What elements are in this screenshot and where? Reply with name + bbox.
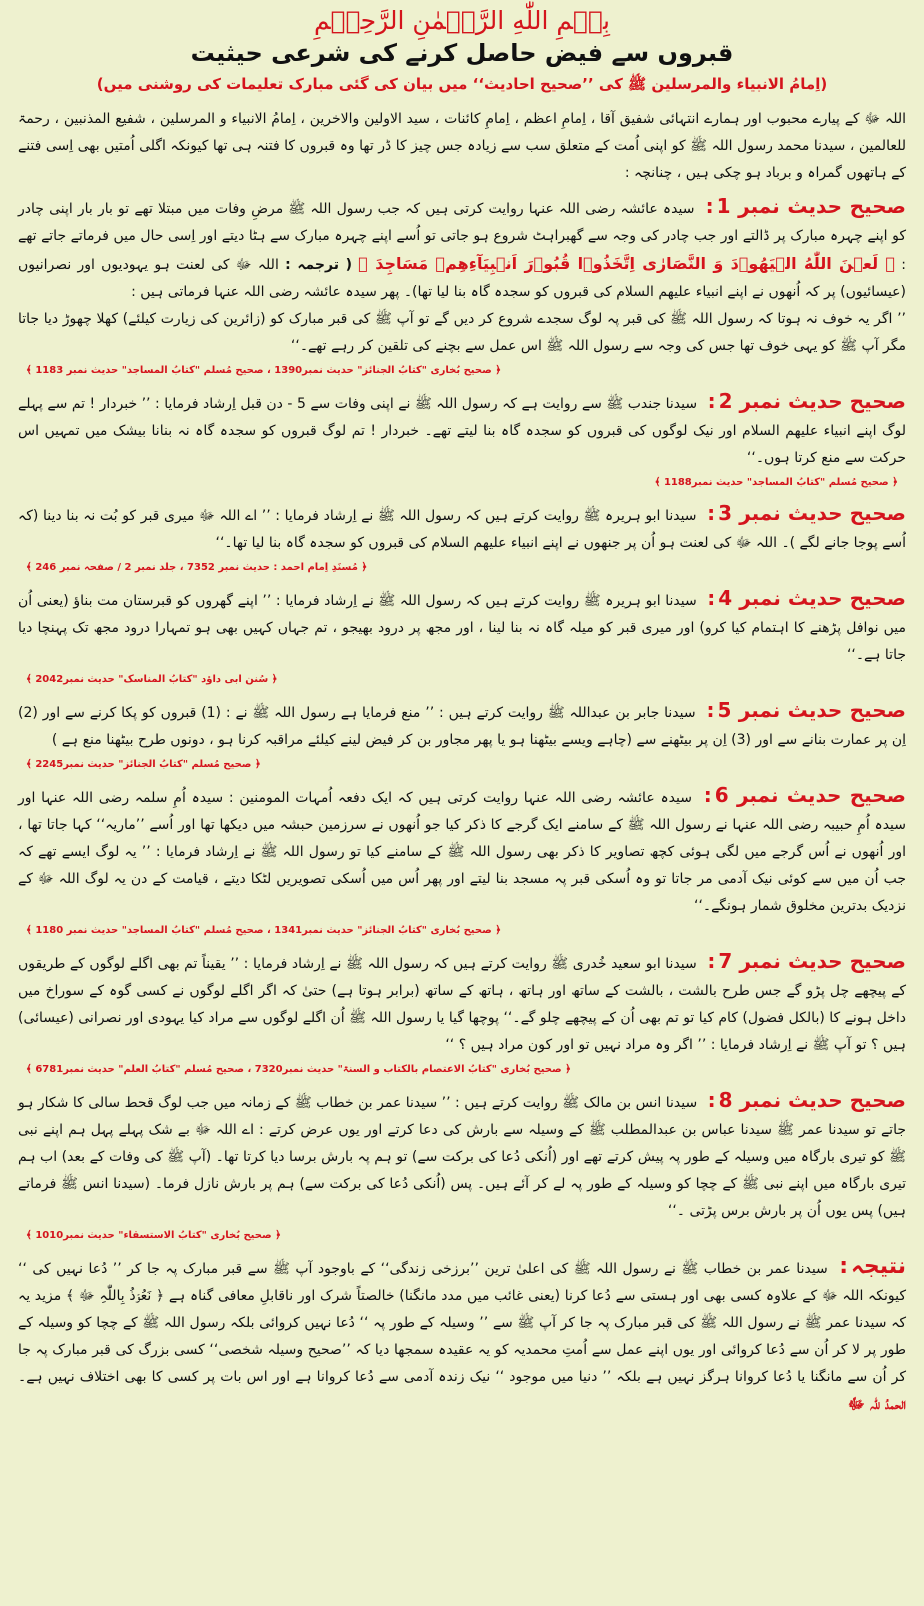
hadith-1 <box>18 193 906 382</box>
hadith-4 <box>18 585 906 691</box>
hadith-heading: صحیح حدیث نمبر 2: <box>707 389 906 413</box>
hadith-reference: ﴿ صحیح بُخاری "کتابُ الاستسقاء" حدیث نمبر1010 ﴾ <box>26 1230 281 1241</box>
translation-label: ( ترجمہ : <box>285 257 353 273</box>
hadith-extra: ’’ اگر یہ خوف نہ ہوتا کہ رسول اللہ ﷺ کی قبر پہ لوگ سجدے شروع کر دیں گے تو آپ ﷺ کی قبر مبارک کو (زائرین کی زیارت کیلئے) کھلا چھوڑ دیا جاتا مگر آپ ﷺ کو یہی خوف تھا جس کی وجہ سے رسول اللہ ﷺ اس عمل سے بچنے کی تلقین کر رہے تھے۔‘‘ <box>18 311 906 354</box>
hadith-8 <box>18 1087 906 1247</box>
hadith-6 <box>18 782 906 942</box>
hadith-reference: ﴿ صحیح مُسلم "کتابُ الجنائز" حدیث نمبر2245 ﴾ <box>26 759 261 770</box>
hadith-reference: ﴿ صحیح بُخاری "کتابُ الجنائز" حدیث نمبر1390 ، صحیح مُسلم "کتابُ المساجد" حدیث نمبر 1183 ﴾ <box>26 365 502 376</box>
result-text: نتیجہ: سیدنا عمر بن خطاب ﷺ نے رسول اللہ ﷺ کی اعلیٰ ترین ’’برزخی زندگی‘‘ کے باوجود آپ ﷺ سے قبر مبارک پہ جا کر ’’ دُعا نہیں کی ‘‘ کیونکہ اللہ ﷻ کے علاوہ کسی بھی اور ہستی سے دُعا کرنا (یعنی غائب میں مدد مانگنا) خالصتاً شرک اور ناقابلِ معافی گناہ ہے ﴿ نَعُوۡذُ بِاللّٰہِ ﷻ ﴾ مزید یہ کہ سیدنا عمر ﷺ نے رسول اللہ ﷺ کی قبر مبارک پہ جا کر آپ ﷺ سے ’’ وسیلہ کے طور پہ ‘‘ دُعا نہیں کروائی بلکہ رسول اللہ ﷺ کے چچا کو وسیلہ کے طور پر لا کر اُن سے دُعا کروائی اور یوں اپنے عمل سے اُمتِ محمدیہ کو یہ عقیدہ سمجھا دیا کہ ’’صحیح وسیلہ شخصی‘‘ کسی بزرگ کی قبر مبارک پہ جا کر اُن سے مانگنا یا دُعا کروانا ہرگز نہیں ہے بلکہ ’’ دنیا میں موجود ‘‘ نیک زندہ آدمی سے دُعا کروانا ہے اور اس بات پر کسی کا بھی اختلاف نہیں ہے۔ الحمدُ للّٰہ ﷻ <box>18 1254 906 1413</box>
hadith-heading: صحیح حدیث نمبر 6: <box>703 783 907 807</box>
hadith-heading: صحیح حدیث نمبر 7: <box>707 949 906 973</box>
page-title: قبروں سے فیض حاصل کرنے کی شرعی حیثیت <box>190 39 734 67</box>
hadith-text: صحیح حدیث نمبر 3: سیدنا ابو ہریرہ ﷺ روایت کرتے ہیں کہ رسول اللہ ﷺ نے اِرشاد فرمایا : ’’ اے اللہ ﷻ میری قبر کو بُت نہ بنا دینا (کہ اُسے پوجا جانے لگے )۔ اللہ ﷻ کی لعنت ہو اُن پر جنھوں نے اپنے انبیاء علیھم السلام کی قبروں کو سجدہ گاہ بنا لیا تھا۔‘‘ <box>18 501 906 551</box>
basmala: بِسۡمِ اللّٰهِ الرَّحۡمٰنِ الرَّحِيۡمِ <box>314 6 610 35</box>
hadith-text: صحیح حدیث نمبر 6: سیدہ عائشہ رضی اللہ عنہا روایت کرتی ہیں کہ ایک دفعہ اُمہات المومنین : سیدہ اُمِ سلمہ رضی اللہ عنہا اور سیدہ اُمِ حبیبہ رضی اللہ عنہا نے رسول اللہ ﷺ کے سامنے ایک گرجے کا ذکر کیا جو اُنھوں نے سرزمین حبشہ میں دیکھا تھا اور اُسے ’’ماریہ‘‘ کہا جاتا تھا ، اور اُنھوں نے اُس گرجے میں لگی ہوئی کچھ تصاویر کا ذکر بھی رسول اللہ ﷺ کے سامنے کیا تو رسول اللہ ﷺ نے اِرشاد فرمایا : ’’ یہ لوگ ایسے تھے کہ جب اُن میں سے کوئی نیک آدمی مر جاتا تو وہ اُسکی قبر پہ مسجد بنا لیتے اور پھر اُس میں اُسکی تصویریں لٹکا دیتے ، قیامت کے دن یہ لوگ اللہ ﷻ کے نزدیک بدترین مخلوق شمار ہونگے۔‘‘ <box>18 783 907 914</box>
hadith-heading: صحیح حدیث نمبر 1: <box>705 194 906 218</box>
hadith-heading: صحیح حدیث نمبر 4: <box>707 586 907 610</box>
hadith-2 <box>18 388 906 494</box>
hadith-heading: صحیح حدیث نمبر 8: <box>707 1088 906 1112</box>
intro-paragraph: اللہ ﷻ کے پیارے محبوب اور ہمارے انتہائی شفیق آقا ، اِمامِ اعظم ، اِمامِ کائنات ، سید الاولین والاخرین ، اِمامُ الانبیاء و المرسلین ، شفیع المذنبین ، رحمۃ للعالمین ، سیدنا محمد رسول اللہ ﷺ کو اپنی اُمت کے متعلق سب سے زیادہ جس چیز کا ڈر تھا وہ قبروں کا فتنہ ہی تھا کیونکہ اگلی اُمتیں بھی اِسی فتنے کے ہاتھوں گمراہ و برباد ہو چکی ہیں ، چنانچہ : <box>18 111 906 181</box>
hadith-text: صحیح حدیث نمبر 7: سیدنا ابو سعید خُدری ﷺ روایت کرتے ہیں کہ رسول اللہ ﷺ نے اِرشاد فرمایا : ’’ یقیناً تم بھی اگلے لوگوں کے طریقوں کے پیچھے چل پڑو گے جس طرح بالشت ، بالشت کے ساتھ اور ہاتھ ، ہاتھ کے ساتھ (برابر ہوتا ہے) حتیٰ کہ اگر اگلے لوگوں نے کسی گوہ کے سوراخ میں داخل ہونے کا (بالکل فضول) کام کیا تو تم بھی اُن کے پیچھے چلو گے۔‘‘ پوچھا گیا یا رسول اللہ ﷺ اُن اگلے لوگوں سے مراد کیا یہودی اور نصرانی (عیسائی) ہیں ؟ تو آپ ﷺ نے اِرشاد فرمایا : ’’ اگر وہ مراد نہیں تو اور کون مراد ہیں ؟ ‘‘ <box>17 949 906 1053</box>
translation-text: اللہ ﷻ کی لعنت ہو یہودیوں اور نصرانیوں (عیسائیوں) پر کہ اُنھوں نے اپنے انبیاء علیھم السلام کی قبروں کو سجدہ گاہ بنا لیا تھا)۔ پھر سیدہ عائشہ رضی اللہ عنہا فرماتی ہیں : <box>18 257 906 300</box>
hadith-reference: ﴿ صحیح بُخاری "کتابُ الاعتصام بالکتاب و السنۃ" حدیث نمبر7320 ، صحیح مُسلم "کتابُ العلم" حدیث نمبر6781 ﴾ <box>26 1064 572 1075</box>
hadith-3 <box>18 500 906 579</box>
hadith-text: صحیح حدیث نمبر 1: سیدہ عائشہ رضی اللہ عنہا روایت کرتی ہیں کہ جب رسول اللہ ﷺ مرضِ وفات میں مبتلا تھے تو بار بار اپنی چادر کو اپنے چہرہ مبارک پر ڈالتے اور جب چادر کی وجہ سے گھبراہٹ شروع ہو جاتی تو اُسے اپنے چہرہ مبارک سے ہٹا دیتے اور اِسی حال میں فرماتے جاتے تھے : ﴿ لَعۡنَ اللّٰهُ الۡيَهُوۡدَ وَ النَّصَارٰى اِتَّخَذُوۡا قُبُوۡرَ اَنۡبِيَآءِهِمۡ مَسَاجِدَ ﴾ ( ترجمہ : اللہ ﷻ کی لعنت ہو یہودیوں اور نصرانیوں (عیسائیوں) پر کہ اُنھوں نے اپنے انبیاء علیھم السلام کی قبروں کو سجدہ گاہ بنا لیا تھا)۔ پھر سیدہ عائشہ رضی اللہ عنہا فرماتی ہیں : <box>18 194 907 300</box>
hadith-reference: ﴿ مُسنَدِ اِمام احمد : حدیث نمبر 7352 ، جلد نمبر 2 / صفحہ نمبر 246 ﴾ <box>26 562 368 573</box>
closing-hamd: الحمدُ للّٰہ ﷻ <box>847 1395 906 1413</box>
subtitle: (اِمامُ الانبیاء والمرسلین ﷺ کی ’’صحیح احادیث‘‘ میں بیان کی گئی مبارک تعلیمات کی روشنی میں) <box>96 75 828 93</box>
hadith-heading: صحیح حدیث نمبر 5: <box>706 698 906 722</box>
hadith-7 <box>18 948 906 1081</box>
hadith-heading: صحیح حدیث نمبر 3: <box>707 501 906 525</box>
hadith-reference: ﴿ صحیح بُخاری "کتابُ الجنائز" حدیث نمبر1341 ، صحیح مُسلم "کتابُ المساجد" حدیث نمبر 1180 ﴾ <box>26 925 502 936</box>
hadith-reference: ﴿ صحیح مُسلم "کتابُ المساجد" حدیث نمبر1188 ﴾ <box>654 477 898 488</box>
hadith-text: صحیح حدیث نمبر 2: سیدنا جندب ﷺ سے روایت ہے کہ رسول اللہ ﷺ نے اپنی وفات سے 5 - دن قبل اِرشاد فرمایا : ’’ خبردار ! تم سے پہلے لوگ اپنے انبیاء علیھم السلام اور نیک لوگوں کی قبروں کو سجدہ گاہ بنا لیتے تھے۔ خبردار ! تم لوگ قبروں کو سجدہ گاہ نہ بنانا بیشک میں تمہیں اس حرکت سے منع کرتا ہوں۔‘‘ <box>18 389 906 466</box>
hadith-text: صحیح حدیث نمبر 8: سیدنا انس بن مالک ﷺ روایت کرتے ہیں : ’’ سیدنا عمر بن خطاب ﷺ کے زمانہ میں جب لوگ قحط سالی کا شکار ہو جاتے تو سیدنا عمر ﷺ سیدنا عباس بن عبدالمطلب ﷺ کے وسیلہ سے بارش کی دعا کرتے اور یوں عرض کرتے : اے اللہ ﷻ بے شک پہلے پہل ہم اپنے نبی ﷺ کو تیری بارگاہ میں وسیلہ کے طور پہ پیش کرتے تھے اور (اُنکی دُعا کی برکت سے) تو ہم پہ بارش برسا دیا کرتا تھا۔ (آپ ﷺ کی وفات کے بعد) اب ہم تیری بارگاہ میں اپنے نبی ﷺ کے چچا کو وسیلہ کے طور پہ لے کر آئے ہیں۔ پس (اُنکی دُعا کی برکت سے) ہم پر بارش نازل فرما۔ (سیدنا انس ﷺ فرماتے ہیں) پس یوں اُن پر بارش برس پڑتی ۔‘‘ <box>18 1088 906 1219</box>
result-heading: نتیجہ: <box>839 1254 906 1279</box>
result-section <box>18 1253 906 1419</box>
hadith-5 <box>18 697 906 776</box>
hadith-reference: ﴿ سُنن ابی داؤد "کتابُ المناسک" حدیث نمبر2042 ﴾ <box>26 674 278 685</box>
hadith-text: صحیح حدیث نمبر 4: سیدنا ابو ہریرہ ﷺ روایت کرتے ہیں کہ رسول اللہ ﷺ نے اِرشاد فرمایا : ’’ اپنے گھروں کو قبرستان مت بناؤ (یعنی اُن میں نوافل پڑھنے کا اہتمام کیا کرو) اور میری قبر کو میلہ گاہ نہ بنا لینا ، اور مجھ پر درود بھیجو ، تم جہاں کہیں بھی ہو تمہارا درود مجھ تک پہنچا دیا جاتا ہے۔‘‘ <box>18 586 907 663</box>
arabic-quote: ﴿ لَعۡنَ اللّٰهُ الۡيَهُوۡدَ وَ النَّصَارٰى اِتَّخَذُوۡا قُبُوۡرَ اَنۡبِيَآءِهِمۡ مَسَاجِدَ ﴾ <box>358 254 896 273</box>
hadith-text: صحیح حدیث نمبر 5: سیدنا جابر بن عبداللہ ﷺ روایت کرتے ہیں : ’’ منع فرمایا ہے رسول اللہ ﷺ نے : (1) قبروں کو پکا کرنے سے اور (2) اِن پر عمارت بنانے سے اور (3) اِن پر بیٹھنے سے (چاہے ویسے بیٹھنا ہو یا پھر مجاور بن کر فیض لینے کیلئے مراقبہ کرنا ہو ، دونوں طرح بیٹھنا منع ہے ) <box>18 698 906 748</box>
